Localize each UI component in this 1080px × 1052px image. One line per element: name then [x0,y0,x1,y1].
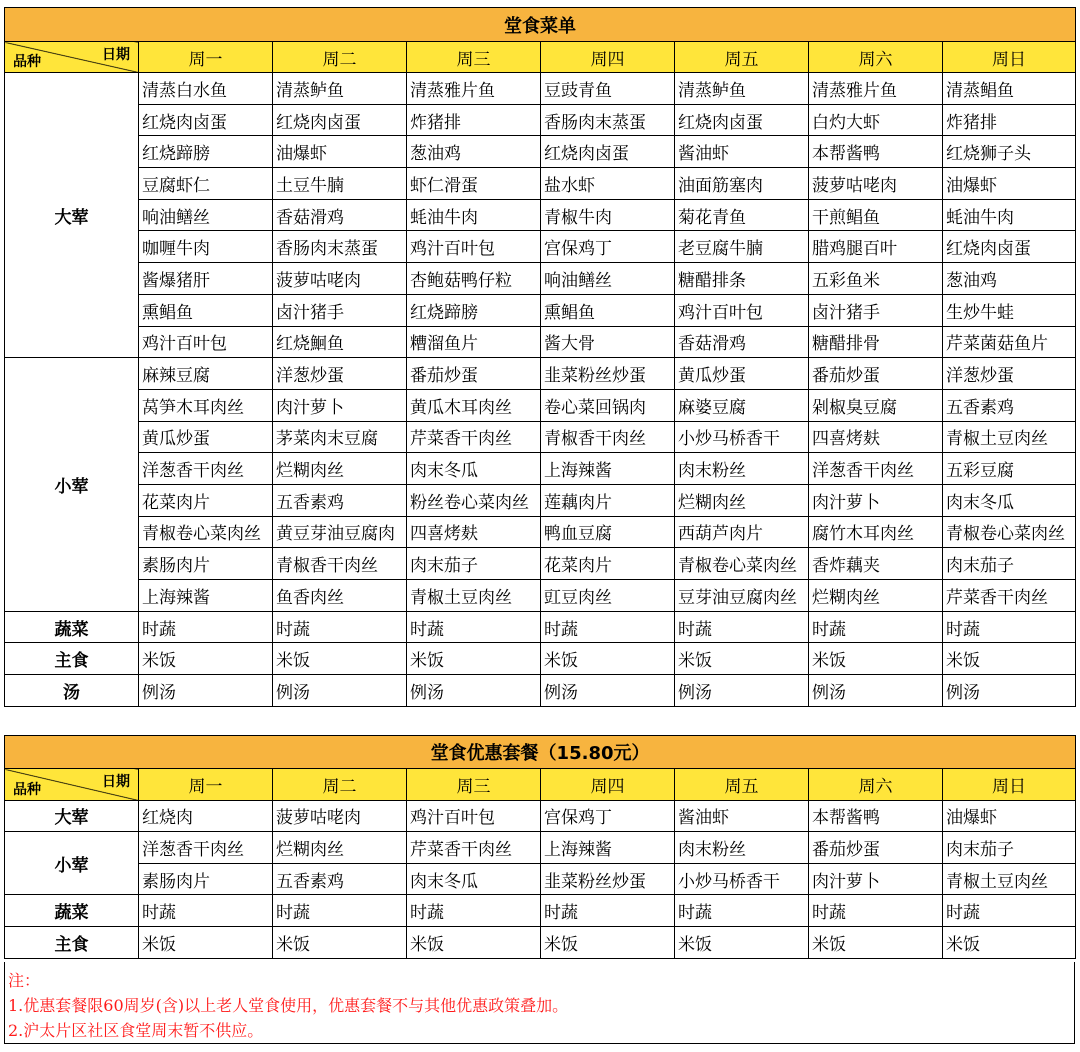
dish-cell: 红烧肉 [139,800,273,832]
dish-cell: 红烧蹄膀 [139,136,273,168]
dish-cell: 鸡汁百叶包 [407,231,541,263]
dish-cell: 肉末茄子 [943,832,1076,864]
dish-cell: 韭菜粉丝炒蛋 [541,358,675,390]
day-header: 周一 [139,42,273,73]
dish-cell: 油爆虾 [943,800,1076,832]
dish-cell: 菠萝咕咾肉 [809,168,943,200]
dish-cell: 青椒卷心菜肉丝 [139,516,273,548]
dish-cell: 素肠肉片 [139,863,273,895]
dish-cell: 腊鸡腿百叶 [809,231,943,263]
dish-cell: 芹菜香干肉丝 [407,421,541,453]
dish-cell: 虾仁滑蛋 [407,168,541,200]
dish-cell: 素肠肉片 [139,548,273,580]
day-header: 周四 [541,769,675,801]
corner-category-label: 品种 [13,54,41,70]
dish-cell: 米饭 [407,643,541,675]
dish-cell: 老豆腐牛腩 [675,231,809,263]
table-title: 堂食优惠套餐（15.80元） [5,736,1076,769]
day-header: 周四 [541,42,675,73]
category-cell: 小荤 [5,358,139,612]
dish-cell: 红烧鮰鱼 [273,326,407,358]
dish-cell: 香肠肉末蒸蛋 [541,104,675,136]
dish-cell: 黄瓜炒蛋 [139,421,273,453]
dish-cell: 青椒香干肉丝 [541,421,675,453]
dish-cell: 米饭 [407,926,541,958]
dish-cell: 本帮酱鸭 [809,136,943,168]
dish-cell: 青椒土豆肉丝 [943,421,1076,453]
dish-cell: 卷心菜回锅肉 [541,389,675,421]
table-separator [4,710,1075,711]
dish-cell: 青椒卷心菜肉丝 [943,516,1076,548]
dish-cell: 时蔬 [943,611,1076,643]
dish-cell: 酱油虾 [675,136,809,168]
table-row [5,548,1076,580]
dish-cell: 菊花青鱼 [675,199,809,231]
dish-cell: 烂糊肉丝 [809,580,943,612]
dish-cell: 时蔬 [407,611,541,643]
dish-cell: 例汤 [675,675,809,707]
category-cell: 小荤 [5,832,139,895]
dish-cell: 香菇滑鸡 [273,199,407,231]
table-row [5,800,1076,832]
dish-cell: 剁椒臭豆腐 [809,389,943,421]
dish-cell: 黄瓜炒蛋 [675,358,809,390]
dish-cell: 本帮酱鸭 [809,800,943,832]
dish-cell: 鸭血豆腐 [541,516,675,548]
dish-cell: 米饭 [541,643,675,675]
dish-cell: 时蔬 [407,895,541,927]
table-row [5,421,1076,453]
dish-cell: 生炒牛蛙 [943,294,1076,326]
dish-cell: 酱爆猪肝 [139,263,273,295]
dish-cell: 红烧肉卤蛋 [675,104,809,136]
dish-cell: 葱油鸡 [943,263,1076,295]
day-header: 周五 [675,42,809,73]
dish-cell: 油爆虾 [943,168,1076,200]
dish-cell: 时蔬 [541,611,675,643]
dish-cell: 红烧肉卤蛋 [943,231,1076,263]
dish-cell: 例汤 [139,675,273,707]
dish-cell: 洋葱炒蛋 [943,358,1076,390]
dish-cell: 米饭 [139,643,273,675]
dish-cell: 清蒸鲳鱼 [943,73,1076,105]
dish-cell: 例汤 [407,675,541,707]
dish-cell: 黄豆芽油豆腐肉 [273,516,407,548]
dish-cell: 五香素鸡 [273,863,407,895]
dish-cell: 洋葱香干肉丝 [139,453,273,485]
dish-cell: 肉汁萝卜 [809,484,943,516]
dish-cell: 响油鳝丝 [541,263,675,295]
dish-cell: 鸡汁百叶包 [139,326,273,358]
corner-date-label: 日期 [102,774,130,790]
dish-cell: 五香素鸡 [273,484,407,516]
dish-cell: 菠萝咕咾肉 [273,263,407,295]
table-title: 堂食菜单 [5,8,1076,42]
dish-cell: 时蔬 [809,611,943,643]
day-header: 周六 [809,42,943,73]
dish-cell: 卤汁猪手 [273,294,407,326]
dish-cell: 清蒸雅片鱼 [407,73,541,105]
dish-cell: 米饭 [809,643,943,675]
dish-cell: 肉末冬瓜 [407,453,541,485]
dish-cell: 青椒牛肉 [541,199,675,231]
table-row [5,863,1076,895]
dish-cell: 芹菜香干肉丝 [407,832,541,864]
dish-cell: 红烧狮子头 [943,136,1076,168]
dish-cell: 小炒马桥香干 [675,863,809,895]
dish-cell: 肉末粉丝 [675,832,809,864]
table-row [5,168,1076,200]
day-header: 周六 [809,769,943,801]
dish-cell: 烂糊肉丝 [675,484,809,516]
table-row [5,580,1076,612]
table-row [5,832,1076,864]
table-row [5,926,1076,958]
dish-cell: 白灼大虾 [809,104,943,136]
dish-cell: 宫保鸡丁 [541,231,675,263]
dish-cell: 炸猪排 [407,104,541,136]
dish-cell: 肉汁萝卜 [273,389,407,421]
dish-cell: 麻辣豆腐 [139,358,273,390]
table-row [5,199,1076,231]
dish-cell: 番茄炒蛋 [809,358,943,390]
dish-cell: 米饭 [139,926,273,958]
table-row [5,294,1076,326]
dish-cell: 肉末茄子 [407,548,541,580]
dish-cell: 五彩豆腐 [943,453,1076,485]
dish-cell: 酱大骨 [541,326,675,358]
dish-cell: 杏鲍菇鸭仔粒 [407,263,541,295]
note-item-1: 1.优惠套餐限60周岁(含)以上老人堂食使用，优惠套餐不与其他优惠政策叠加。 [8,996,569,1015]
table-row [5,611,1076,643]
category-cell: 主食 [5,643,139,675]
category-cell: 主食 [5,926,139,958]
dish-cell: 鱼香肉丝 [273,580,407,612]
dish-cell: 花菜肉片 [139,484,273,516]
dish-cell: 香肠肉末蒸蛋 [273,231,407,263]
notes-label: 注： [8,971,41,990]
dish-cell: 米饭 [943,643,1076,675]
dish-cell: 清蒸白水鱼 [139,73,273,105]
corner-category-label: 品种 [13,781,41,798]
category-cell: 大荤 [5,73,139,358]
dish-cell: 米饭 [943,926,1076,958]
dish-cell: 米饭 [675,926,809,958]
dish-cell: 青椒土豆肉丝 [407,580,541,612]
dish-cell: 腐竹木耳肉丝 [809,516,943,548]
day-header: 周三 [407,42,541,73]
dish-cell: 肉末粉丝 [675,453,809,485]
dish-cell: 粉丝卷心菜肉丝 [407,484,541,516]
dish-cell: 时蔬 [943,895,1076,927]
dish-cell: 洋葱香干肉丝 [139,832,273,864]
dish-cell: 菠萝咕咾肉 [273,800,407,832]
dish-cell: 上海辣酱 [139,580,273,612]
dish-cell: 五香素鸡 [943,389,1076,421]
dish-cell: 米饭 [541,926,675,958]
dish-cell: 香炸藕夹 [809,548,943,580]
dish-cell: 五彩鱼米 [809,263,943,295]
dish-cell: 时蔬 [541,895,675,927]
dish-cell: 酱油虾 [675,800,809,832]
dish-cell: 洋葱香干肉丝 [809,453,943,485]
table-row [5,104,1076,136]
dish-cell: 肉汁萝卜 [809,863,943,895]
day-header: 周二 [273,42,407,73]
dish-cell: 米饭 [273,926,407,958]
dish-cell: 芹菜香干肉丝 [943,580,1076,612]
table-row [5,484,1076,516]
header-corner-cell [5,42,139,73]
dish-cell: 糖醋排条 [675,263,809,295]
category-cell: 汤 [5,675,139,707]
header-corner-cell [5,769,139,801]
dish-cell: 干煎鲳鱼 [809,199,943,231]
table-row [5,136,1076,168]
dish-cell: 糟溜鱼片 [407,326,541,358]
category-cell: 蔬菜 [5,895,139,927]
dish-cell: 例汤 [943,675,1076,707]
dish-cell: 鸡汁百叶包 [407,800,541,832]
dish-cell: 时蔬 [675,611,809,643]
dish-cell: 清蒸雅片鱼 [809,73,943,105]
dish-cell: 莲藕肉片 [541,484,675,516]
dish-cell: 响油鳝丝 [139,199,273,231]
dish-cell: 米饭 [809,926,943,958]
table-row [5,358,1076,390]
category-cell: 大荤 [5,800,139,832]
dish-cell: 番茄炒蛋 [809,832,943,864]
dish-cell: 油爆虾 [273,136,407,168]
dish-cell: 例汤 [273,675,407,707]
dish-cell: 豆腐虾仁 [139,168,273,200]
dish-cell: 四喜烤麸 [809,421,943,453]
dish-cell: 时蔬 [809,895,943,927]
dish-cell: 青椒香干肉丝 [273,548,407,580]
dish-cell: 麻婆豆腐 [675,389,809,421]
table-row [5,263,1076,295]
dine-in-menu-table [4,7,1076,707]
category-cell: 蔬菜 [5,611,139,643]
day-header: 周日 [943,769,1076,801]
table-row [5,516,1076,548]
table-row [5,231,1076,263]
table-row [5,453,1076,485]
dish-cell: 韭菜粉丝炒蛋 [541,863,675,895]
dish-cell: 咖喱牛肉 [139,231,273,263]
dish-cell: 清蒸鲈鱼 [675,73,809,105]
dish-cell: 芹菜菌菇鱼片 [943,326,1076,358]
dish-cell: 莴笋木耳肉丝 [139,389,273,421]
dish-cell: 烂糊肉丝 [273,832,407,864]
dish-cell: 小炒马桥香干 [675,421,809,453]
dish-cell: 豆芽油豆腐肉丝 [675,580,809,612]
dish-cell: 蚝油牛肉 [943,199,1076,231]
dish-cell: 洋葱炒蛋 [273,358,407,390]
dish-cell: 红烧肉卤蛋 [541,136,675,168]
dish-cell: 肉末冬瓜 [943,484,1076,516]
dish-cell: 糖醋排骨 [809,326,943,358]
dish-cell: 四喜烤麸 [407,516,541,548]
dish-cell: 例汤 [541,675,675,707]
dish-cell: 豇豆肉丝 [541,580,675,612]
dish-cell: 例汤 [809,675,943,707]
dish-cell: 烂糊肉丝 [273,453,407,485]
dish-cell: 炸猪排 [943,104,1076,136]
dish-cell: 时蔬 [273,611,407,643]
dish-cell: 米饭 [675,643,809,675]
dish-cell: 熏鲳鱼 [541,294,675,326]
dish-cell: 红烧肉卤蛋 [273,104,407,136]
notes-section [4,962,1075,1044]
dish-cell: 茅菜肉末豆腐 [273,421,407,453]
dish-cell: 盐水虾 [541,168,675,200]
table-row [5,326,1076,358]
day-header: 周二 [273,769,407,801]
dish-cell: 豆豉青鱼 [541,73,675,105]
day-header: 周三 [407,769,541,801]
dish-cell: 红烧肉卤蛋 [139,104,273,136]
dish-cell: 上海辣酱 [541,453,675,485]
dish-cell: 时蔬 [139,611,273,643]
day-header: 周一 [139,769,273,801]
table-row [5,389,1076,421]
discount-set-meal-table [4,735,1076,959]
dish-cell: 时蔬 [273,895,407,927]
dish-cell: 番茄炒蛋 [407,358,541,390]
dish-cell: 青椒卷心菜肉丝 [675,548,809,580]
dish-cell: 青椒土豆肉丝 [943,863,1076,895]
dish-cell: 油面筋塞肉 [675,168,809,200]
dish-cell: 肉末冬瓜 [407,863,541,895]
note-item-2: 2.沪太片区社区食堂周末暂不供应。 [8,1021,264,1040]
dish-cell: 葱油鸡 [407,136,541,168]
dish-cell: 清蒸鲈鱼 [273,73,407,105]
day-header: 周日 [943,42,1076,73]
dish-cell: 米饭 [273,643,407,675]
dish-cell: 鸡汁百叶包 [675,294,809,326]
dish-cell: 土豆牛腩 [273,168,407,200]
dish-cell: 肉末茄子 [943,548,1076,580]
table-row [5,675,1076,707]
dish-cell: 花菜肉片 [541,548,675,580]
dish-cell: 熏鲳鱼 [139,294,273,326]
dish-cell: 时蔬 [139,895,273,927]
dish-cell: 蚝油牛肉 [407,199,541,231]
corner-date-label: 日期 [102,47,130,63]
dish-cell: 时蔬 [675,895,809,927]
dish-cell: 红烧蹄膀 [407,294,541,326]
table-row [5,643,1076,675]
dish-cell: 上海辣酱 [541,832,675,864]
day-header: 周五 [675,769,809,801]
table-row [5,895,1076,927]
dish-cell: 宫保鸡丁 [541,800,675,832]
dish-cell: 卤汁猪手 [809,294,943,326]
table-row [5,73,1076,105]
dish-cell: 西葫芦肉片 [675,516,809,548]
dish-cell: 香菇滑鸡 [675,326,809,358]
dish-cell: 黄瓜木耳肉丝 [407,389,541,421]
